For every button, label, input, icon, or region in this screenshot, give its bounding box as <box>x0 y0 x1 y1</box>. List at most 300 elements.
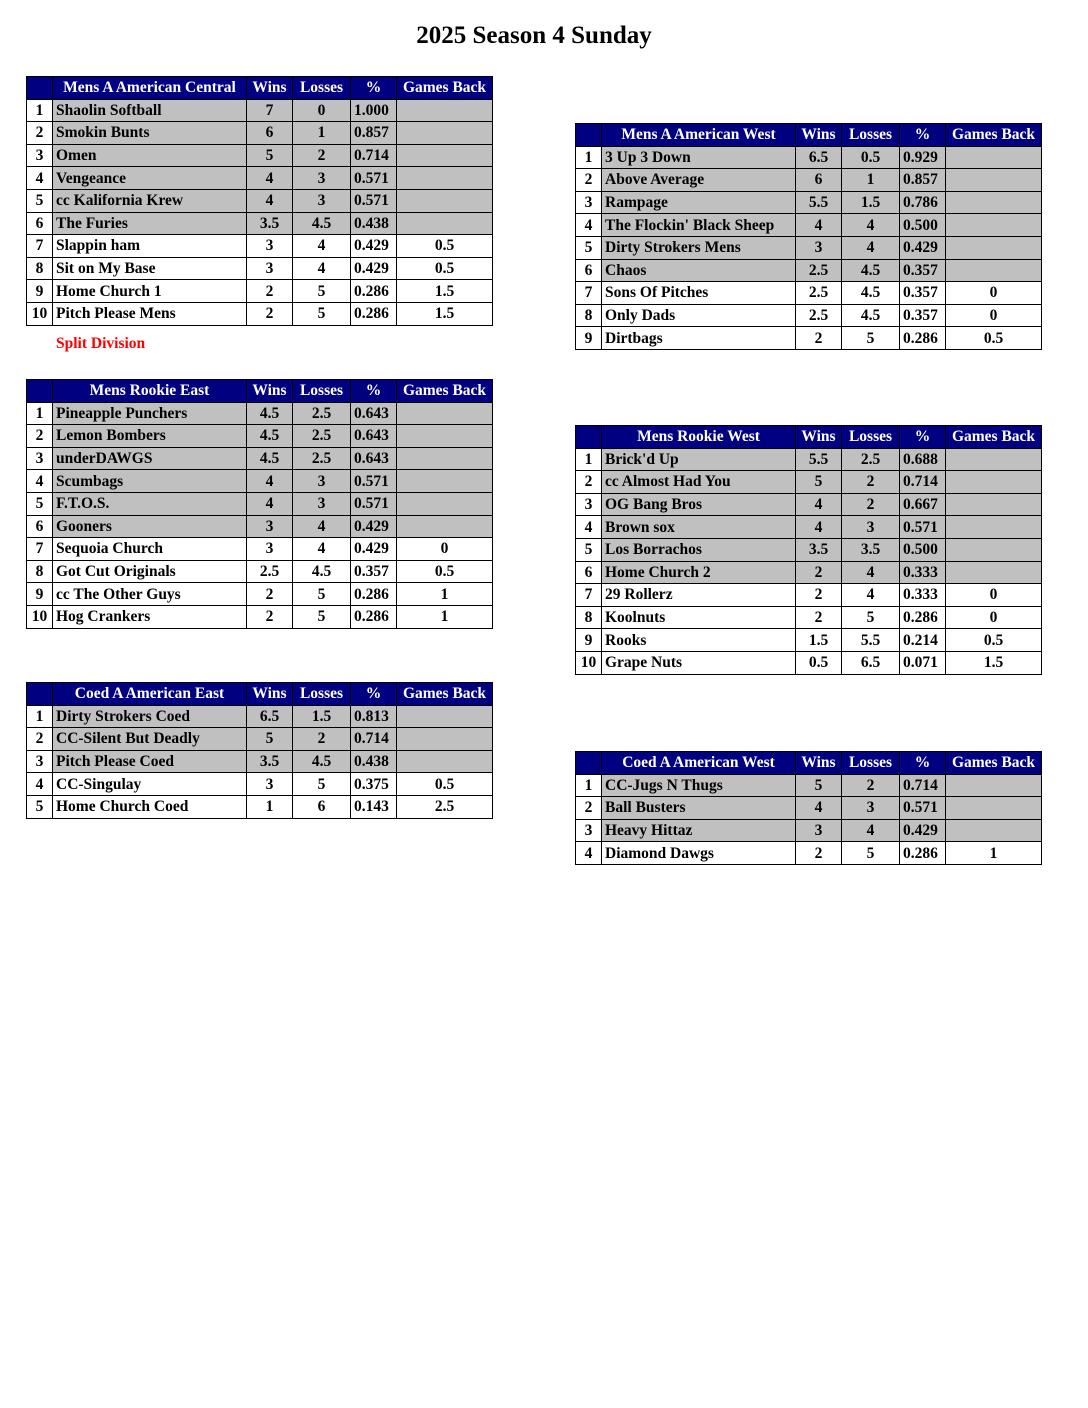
games-back-cell: 1.5 <box>397 280 493 303</box>
team-name: Rampage <box>602 191 796 214</box>
pct-cell: 0.214 <box>900 629 946 652</box>
rank-cell: 10 <box>27 302 53 325</box>
rank-cell: 1 <box>27 99 53 122</box>
table-row <box>27 257 493 280</box>
pct-cell: 0.813 <box>351 705 397 728</box>
pct-cell: 0.438 <box>351 750 397 773</box>
table-row <box>27 728 493 751</box>
rank-cell: 5 <box>27 492 53 515</box>
pct-cell: 0.571 <box>351 167 397 190</box>
team-name: Got Cut Originals <box>53 560 247 583</box>
team-name: F.T.O.S. <box>53 492 247 515</box>
rank-cell: 7 <box>27 538 53 561</box>
losses-cell: 4 <box>842 819 900 842</box>
wins-cell: 3 <box>247 257 293 280</box>
rank-cell: 4 <box>27 773 53 796</box>
wins-cell: 2 <box>247 583 293 606</box>
rank-cell: 6 <box>27 515 53 538</box>
rank-cell: 1 <box>576 774 602 797</box>
rank-cell: 3 <box>27 750 53 773</box>
pct-cell: 0.714 <box>900 774 946 797</box>
pct-header: % <box>900 752 946 775</box>
pct-header: % <box>351 380 397 403</box>
pct-cell: 0.357 <box>900 304 946 327</box>
team-name: Pineapple Punchers <box>53 402 247 425</box>
wins-cell: 3 <box>796 819 842 842</box>
rank-cell: 4 <box>576 842 602 865</box>
pct-cell: 0.357 <box>900 282 946 305</box>
rank-cell: 9 <box>576 327 602 350</box>
games-back-cell <box>946 169 1042 192</box>
header-row <box>576 426 1042 449</box>
games-back-cell: 0 <box>946 606 1042 629</box>
table-row <box>27 750 493 773</box>
losses-cell: 4 <box>842 214 900 237</box>
pct-header: % <box>900 426 946 449</box>
wins-cell: 2.5 <box>796 304 842 327</box>
table-row <box>27 235 493 258</box>
division-title: Mens Rookie East <box>53 380 247 403</box>
losses-cell: 4 <box>293 515 351 538</box>
rank-cell: 4 <box>27 470 53 493</box>
wins-cell: 5 <box>247 144 293 167</box>
losses-cell: 4 <box>293 257 351 280</box>
wins-header: Wins <box>247 77 293 100</box>
team-name: Shaolin Softball <box>53 99 247 122</box>
pct-cell: 0.714 <box>351 728 397 751</box>
table-row <box>27 773 493 796</box>
rank-cell: 9 <box>27 583 53 606</box>
pct-cell: 0.429 <box>351 235 397 258</box>
standings-mens-rookie-east <box>26 379 493 629</box>
rank-cell: 10 <box>27 605 53 628</box>
rank-cell: 8 <box>27 560 53 583</box>
team-name: Sit on My Base <box>53 257 247 280</box>
losses-cell: 5 <box>293 583 351 606</box>
pct-cell: 0.643 <box>351 425 397 448</box>
rank-cell: 1 <box>27 402 53 425</box>
team-name: The Flockin' Black Sheep <box>602 214 796 237</box>
wins-cell: 5 <box>796 471 842 494</box>
games-back-cell <box>397 492 493 515</box>
team-name: Dirty Strokers Mens <box>602 236 796 259</box>
team-name: CC-Singulay <box>53 773 247 796</box>
rank-cell: 7 <box>27 235 53 258</box>
wins-cell: 5.5 <box>796 448 842 471</box>
table-row <box>27 425 493 448</box>
division-title: Mens A American Central <box>53 77 247 100</box>
team-name: 3 Up 3 Down <box>602 146 796 169</box>
table-row <box>27 447 493 470</box>
table-row <box>27 583 493 606</box>
wins-cell: 2 <box>796 561 842 584</box>
losses-cell: 3.5 <box>842 538 900 561</box>
losses-cell: 4.5 <box>293 750 351 773</box>
table-row <box>27 795 493 818</box>
games-back-header: Games Back <box>397 77 493 100</box>
wins-cell: 4 <box>796 493 842 516</box>
rank-cell: 10 <box>576 651 602 674</box>
losses-cell: 2 <box>293 728 351 751</box>
team-name: Home Church 2 <box>602 561 796 584</box>
standings-table <box>26 682 493 819</box>
games-back-cell: 0 <box>397 538 493 561</box>
wins-cell: 4.5 <box>247 425 293 448</box>
pct-cell: 0.786 <box>900 191 946 214</box>
table-row <box>576 327 1042 350</box>
games-back-cell <box>946 191 1042 214</box>
losses-cell: 2 <box>842 471 900 494</box>
pct-cell: 0.286 <box>900 606 946 629</box>
games-back-cell <box>946 471 1042 494</box>
team-name: Chaos <box>602 259 796 282</box>
rank-header <box>576 426 602 449</box>
games-back-cell: 0.5 <box>397 560 493 583</box>
team-name: Pitch Please Coed <box>53 750 247 773</box>
table-row <box>27 605 493 628</box>
wins-header: Wins <box>796 124 842 147</box>
games-back-cell <box>946 259 1042 282</box>
pct-cell: 0.429 <box>351 538 397 561</box>
losses-header: Losses <box>842 124 900 147</box>
games-back-header: Games Back <box>946 124 1042 147</box>
losses-cell: 5 <box>293 280 351 303</box>
games-back-header: Games Back <box>397 380 493 403</box>
rank-cell: 2 <box>27 122 53 145</box>
table-row <box>576 191 1042 214</box>
table-row <box>576 819 1042 842</box>
games-back-header: Games Back <box>946 752 1042 775</box>
pct-header: % <box>900 124 946 147</box>
team-name: Pitch Please Mens <box>53 302 247 325</box>
table-row <box>576 584 1042 607</box>
wins-cell: 5 <box>796 774 842 797</box>
losses-cell: 2.5 <box>293 425 351 448</box>
table-row <box>27 470 493 493</box>
rank-cell: 5 <box>27 795 53 818</box>
rank-cell: 7 <box>576 584 602 607</box>
wins-cell: 2 <box>247 280 293 303</box>
pct-cell: 0.571 <box>351 470 397 493</box>
losses-cell: 4.5 <box>293 560 351 583</box>
losses-cell: 5 <box>293 302 351 325</box>
games-back-cell <box>397 470 493 493</box>
wins-cell: 3.5 <box>247 212 293 235</box>
games-back-cell: 1 <box>946 842 1042 865</box>
wins-cell: 4.5 <box>247 447 293 470</box>
rank-cell: 3 <box>576 819 602 842</box>
games-back-cell <box>946 561 1042 584</box>
standings-table <box>575 425 1042 675</box>
games-back-cell: 1 <box>397 605 493 628</box>
wins-cell: 3.5 <box>796 538 842 561</box>
wins-cell: 2.5 <box>247 560 293 583</box>
wins-cell: 1 <box>247 795 293 818</box>
pct-cell: 0.286 <box>351 605 397 628</box>
losses-cell: 1.5 <box>293 705 351 728</box>
pct-cell: 0.429 <box>351 515 397 538</box>
games-back-cell <box>397 425 493 448</box>
games-back-cell <box>397 122 493 145</box>
wins-cell: 2 <box>796 327 842 350</box>
losses-header: Losses <box>293 380 351 403</box>
team-name: Gooners <box>53 515 247 538</box>
team-name: Scumbags <box>53 470 247 493</box>
team-name: Only Dads <box>602 304 796 327</box>
wins-cell: 6.5 <box>247 705 293 728</box>
table-row <box>27 538 493 561</box>
games-back-cell <box>397 402 493 425</box>
table-row <box>27 144 493 167</box>
pct-cell: 0.571 <box>351 189 397 212</box>
table-row <box>576 304 1042 327</box>
losses-cell: 6 <box>293 795 351 818</box>
table-row <box>576 259 1042 282</box>
wins-cell: 4 <box>796 516 842 539</box>
team-name: OG Bang Bros <box>602 493 796 516</box>
table-row <box>27 492 493 515</box>
team-name: cc The Other Guys <box>53 583 247 606</box>
table-row <box>576 651 1042 674</box>
table-row <box>27 122 493 145</box>
rank-header <box>27 77 53 100</box>
rank-cell: 4 <box>27 167 53 190</box>
games-back-cell <box>946 819 1042 842</box>
games-back-cell: 0.5 <box>397 773 493 796</box>
games-back-cell: 1.5 <box>397 302 493 325</box>
losses-cell: 5 <box>293 773 351 796</box>
table-row <box>576 471 1042 494</box>
rank-cell: 3 <box>576 191 602 214</box>
pct-cell: 0.929 <box>900 146 946 169</box>
pct-cell: 0.357 <box>900 259 946 282</box>
losses-cell: 4.5 <box>842 304 900 327</box>
rank-cell: 2 <box>27 425 53 448</box>
table-row <box>576 629 1042 652</box>
team-name: Above Average <box>602 169 796 192</box>
losses-cell: 2.5 <box>293 447 351 470</box>
games-back-cell: 0.5 <box>397 235 493 258</box>
pct-cell: 0.571 <box>351 492 397 515</box>
losses-cell: 5 <box>842 842 900 865</box>
table-row <box>576 146 1042 169</box>
team-name: Slappin ham <box>53 235 247 258</box>
games-back-cell <box>946 538 1042 561</box>
rank-cell: 2 <box>27 728 53 751</box>
games-back-cell: 1.5 <box>946 651 1042 674</box>
wins-cell: 0.5 <box>796 651 842 674</box>
team-name: Dirtbags <box>602 327 796 350</box>
table-row <box>27 705 493 728</box>
rank-cell: 3 <box>576 493 602 516</box>
division-title: Mens Rookie West <box>602 426 796 449</box>
pct-cell: 0.500 <box>900 214 946 237</box>
pct-cell: 0.643 <box>351 402 397 425</box>
pct-cell: 0.286 <box>900 842 946 865</box>
team-name: The Furies <box>53 212 247 235</box>
team-name: Sons Of Pitches <box>602 282 796 305</box>
games-back-cell <box>397 728 493 751</box>
losses-header: Losses <box>293 77 351 100</box>
standings-coed-a-american-east <box>26 682 493 819</box>
losses-cell: 4.5 <box>842 282 900 305</box>
pct-cell: 0.286 <box>351 280 397 303</box>
losses-cell: 4 <box>293 538 351 561</box>
table-row <box>27 280 493 303</box>
table-row <box>576 448 1042 471</box>
games-back-cell <box>397 447 493 470</box>
wins-cell: 4.5 <box>247 402 293 425</box>
wins-cell: 4 <box>247 167 293 190</box>
games-back-cell: 2.5 <box>397 795 493 818</box>
pct-cell: 0.714 <box>900 471 946 494</box>
losses-cell: 3 <box>842 797 900 820</box>
rank-cell: 9 <box>576 629 602 652</box>
header-row <box>27 683 493 706</box>
pct-cell: 0.857 <box>351 122 397 145</box>
wins-cell: 3 <box>247 538 293 561</box>
losses-cell: 2 <box>842 493 900 516</box>
losses-cell: 5 <box>842 606 900 629</box>
pct-cell: 0.688 <box>900 448 946 471</box>
pct-cell: 0.286 <box>900 327 946 350</box>
team-name: CC-Silent But Deadly <box>53 728 247 751</box>
pct-cell: 0.571 <box>900 797 946 820</box>
wins-cell: 3.5 <box>247 750 293 773</box>
team-name: Home Church 1 <box>53 280 247 303</box>
losses-cell: 5 <box>842 327 900 350</box>
pct-cell: 0.429 <box>900 819 946 842</box>
pct-cell: 0.286 <box>351 302 397 325</box>
pct-cell: 0.438 <box>351 212 397 235</box>
pct-cell: 0.500 <box>900 538 946 561</box>
games-back-cell: 0.5 <box>946 327 1042 350</box>
team-name: Lemon Bombers <box>53 425 247 448</box>
standings-table <box>575 751 1042 865</box>
games-back-cell <box>397 167 493 190</box>
table-row <box>576 842 1042 865</box>
header-row <box>27 77 493 100</box>
wins-cell: 1.5 <box>796 629 842 652</box>
pct-cell: 0.333 <box>900 561 946 584</box>
losses-cell: 3 <box>293 492 351 515</box>
wins-cell: 3 <box>247 773 293 796</box>
losses-cell: 5 <box>293 605 351 628</box>
table-row <box>576 516 1042 539</box>
losses-cell: 4 <box>842 236 900 259</box>
table-row <box>576 214 1042 237</box>
wins-cell: 3 <box>247 235 293 258</box>
rank-cell: 9 <box>27 280 53 303</box>
games-back-cell: 0 <box>946 282 1042 305</box>
rank-header <box>27 683 53 706</box>
wins-cell: 4 <box>247 492 293 515</box>
wins-header: Wins <box>796 752 842 775</box>
losses-cell: 4 <box>842 561 900 584</box>
games-back-cell <box>946 516 1042 539</box>
pct-cell: 0.143 <box>351 795 397 818</box>
table-row <box>576 282 1042 305</box>
rank-cell: 4 <box>576 516 602 539</box>
games-back-cell <box>946 214 1042 237</box>
split-division-note: Split Division <box>56 335 146 352</box>
division-title: Coed A American West <box>602 752 796 775</box>
rank-cell: 2 <box>576 471 602 494</box>
losses-cell: 6.5 <box>842 651 900 674</box>
rank-cell: 8 <box>27 257 53 280</box>
games-back-cell <box>397 705 493 728</box>
wins-header: Wins <box>796 426 842 449</box>
team-name: Koolnuts <box>602 606 796 629</box>
games-back-cell: 1 <box>397 583 493 606</box>
standings-mens-a-american-west <box>575 123 1042 350</box>
team-name: Dirty Strokers Coed <box>53 705 247 728</box>
games-back-cell <box>946 797 1042 820</box>
rank-cell: 2 <box>576 797 602 820</box>
games-back-header: Games Back <box>946 426 1042 449</box>
standings-mens-a-american-central <box>26 76 493 326</box>
team-name: Sequoia Church <box>53 538 247 561</box>
rank-cell: 8 <box>576 606 602 629</box>
pct-cell: 0.071 <box>900 651 946 674</box>
losses-header: Losses <box>842 752 900 775</box>
wins-cell: 6 <box>796 169 842 192</box>
wins-cell: 2 <box>247 302 293 325</box>
rank-cell: 1 <box>576 448 602 471</box>
rank-header <box>27 380 53 403</box>
pct-cell: 0.429 <box>351 257 397 280</box>
games-back-cell: 0 <box>946 584 1042 607</box>
games-back-header: Games Back <box>397 683 493 706</box>
standings-table <box>575 123 1042 350</box>
games-back-cell <box>397 515 493 538</box>
games-back-cell <box>946 448 1042 471</box>
rank-cell: 6 <box>576 259 602 282</box>
standings-coed-a-american-west <box>575 751 1042 865</box>
team-name: Ball Busters <box>602 797 796 820</box>
table-row <box>576 493 1042 516</box>
pct-cell: 0.375 <box>351 773 397 796</box>
pct-cell: 0.667 <box>900 493 946 516</box>
losses-cell: 2 <box>293 144 351 167</box>
losses-cell: 4.5 <box>842 259 900 282</box>
standings-table <box>26 379 493 629</box>
losses-cell: 5.5 <box>842 629 900 652</box>
standings-mens-rookie-west <box>575 425 1042 675</box>
team-name: underDAWGS <box>53 447 247 470</box>
pct-cell: 0.429 <box>900 236 946 259</box>
table-row <box>27 189 493 212</box>
losses-cell: 2.5 <box>842 448 900 471</box>
table-row <box>576 538 1042 561</box>
table-row <box>27 167 493 190</box>
rank-cell: 6 <box>576 561 602 584</box>
games-back-cell <box>397 144 493 167</box>
table-row <box>27 302 493 325</box>
pct-cell: 0.857 <box>900 169 946 192</box>
rank-cell: 2 <box>576 169 602 192</box>
games-back-cell <box>946 493 1042 516</box>
games-back-cell: 0.5 <box>946 629 1042 652</box>
wins-cell: 6.5 <box>796 146 842 169</box>
team-name: 29 Rollerz <box>602 584 796 607</box>
wins-cell: 3 <box>796 236 842 259</box>
wins-cell: 4 <box>796 214 842 237</box>
rank-cell: 1 <box>27 705 53 728</box>
standings-table <box>26 76 493 326</box>
pct-cell: 0.357 <box>351 560 397 583</box>
table-row <box>27 560 493 583</box>
